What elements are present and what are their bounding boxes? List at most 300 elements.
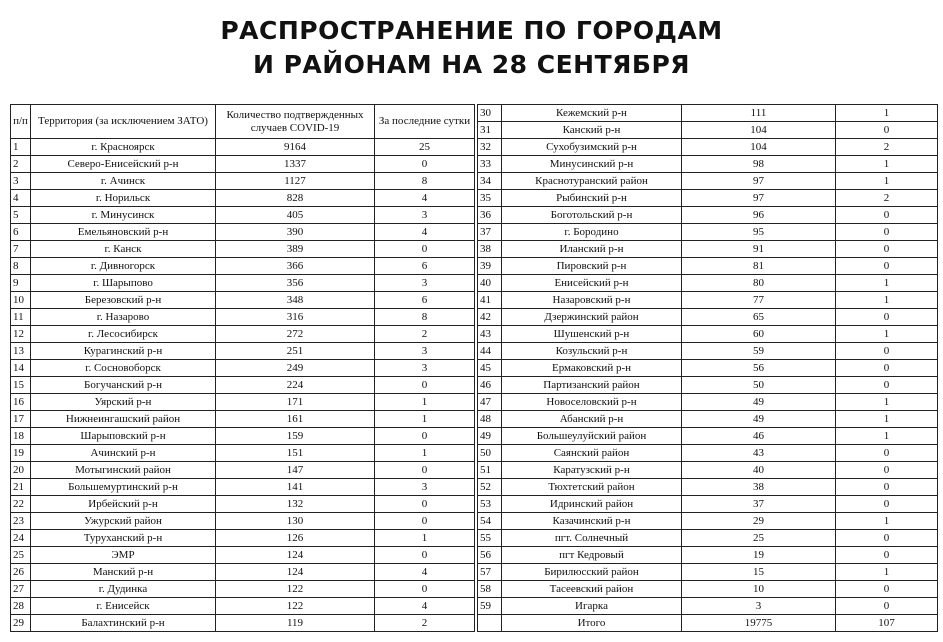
row-last-day: 0 bbox=[375, 241, 475, 258]
table-row bbox=[478, 530, 938, 547]
row-territory: Ужурский район bbox=[31, 513, 216, 530]
row-territory: Партизанский район bbox=[502, 377, 682, 394]
row-last-day: 1 bbox=[836, 513, 938, 530]
row-total-cases: 91 bbox=[682, 241, 836, 258]
row-total-cases: 95 bbox=[682, 224, 836, 241]
row-number: 10 bbox=[11, 292, 31, 309]
table-row bbox=[11, 615, 475, 632]
table-row bbox=[478, 360, 938, 377]
row-territory: Назаровский р-н bbox=[502, 292, 682, 309]
row-total-cases: 124 bbox=[216, 564, 375, 581]
row-total-cases: 77 bbox=[682, 292, 836, 309]
row-territory: г. Бородино bbox=[502, 224, 682, 241]
row-number: 46 bbox=[478, 377, 502, 394]
row-number: 14 bbox=[11, 360, 31, 377]
row-territory: г. Дудинка bbox=[31, 581, 216, 598]
row-total-cases: 59 bbox=[682, 343, 836, 360]
row-total-cases: 25 bbox=[682, 530, 836, 547]
row-last-day: 0 bbox=[836, 360, 938, 377]
table-row bbox=[478, 479, 938, 496]
row-last-day: 1 bbox=[836, 105, 938, 122]
row-last-day: 0 bbox=[836, 598, 938, 615]
row-number: 37 bbox=[478, 224, 502, 241]
table-header-row bbox=[11, 105, 475, 139]
row-total-cases: 50 bbox=[682, 377, 836, 394]
row-number: 1 bbox=[11, 139, 31, 156]
row-total-cases: 1337 bbox=[216, 156, 375, 173]
row-number: 50 bbox=[478, 445, 502, 462]
row-total-cases: 104 bbox=[682, 122, 836, 139]
table-row bbox=[11, 394, 475, 411]
row-total-cases: 1127 bbox=[216, 173, 375, 190]
row-total-cases: 348 bbox=[216, 292, 375, 309]
table-row bbox=[11, 360, 475, 377]
header-num: п/п bbox=[11, 105, 31, 139]
row-last-day: 4 bbox=[375, 224, 475, 241]
row-number: 9 bbox=[11, 275, 31, 292]
row-number: 4 bbox=[11, 190, 31, 207]
row-total-cases: 130 bbox=[216, 513, 375, 530]
row-total-cases: 9164 bbox=[216, 139, 375, 156]
row-last-day: 2 bbox=[375, 326, 475, 343]
row-last-day: 4 bbox=[375, 598, 475, 615]
row-number: 8 bbox=[11, 258, 31, 275]
row-territory: Дзержинский район bbox=[502, 309, 682, 326]
row-number: 29 bbox=[11, 615, 31, 632]
row-territory: Иланский р-н bbox=[502, 241, 682, 258]
row-territory: Уярский р-н bbox=[31, 394, 216, 411]
row-territory: г. Дивногорск bbox=[31, 258, 216, 275]
row-total-cases: 316 bbox=[216, 309, 375, 326]
row-number: 56 bbox=[478, 547, 502, 564]
row-last-day: 3 bbox=[375, 275, 475, 292]
row-last-day: 0 bbox=[375, 513, 475, 530]
row-number: 7 bbox=[11, 241, 31, 258]
row-last-day: 3 bbox=[375, 207, 475, 224]
row-number: 36 bbox=[478, 207, 502, 224]
table-row bbox=[478, 581, 938, 598]
row-territory: Казачинский р-н bbox=[502, 513, 682, 530]
table-row bbox=[11, 428, 475, 445]
row-number: 24 bbox=[11, 530, 31, 547]
row-number: 40 bbox=[478, 275, 502, 292]
row-number: 58 bbox=[478, 581, 502, 598]
row-territory: пгт. Солнечный bbox=[502, 530, 682, 547]
header-last-day: За последние сутки bbox=[375, 105, 475, 139]
row-last-day: 0 bbox=[836, 309, 938, 326]
row-number: 27 bbox=[11, 581, 31, 598]
row-territory: г. Канск bbox=[31, 241, 216, 258]
table-row bbox=[11, 258, 475, 275]
header-territory: Территория (за исключением ЗАТО) bbox=[31, 105, 216, 139]
row-total-cases: 19 bbox=[682, 547, 836, 564]
row-number: 22 bbox=[11, 496, 31, 513]
table-row bbox=[11, 598, 475, 615]
row-last-day: 0 bbox=[375, 581, 475, 598]
row-last-day: 2 bbox=[836, 139, 938, 156]
row-last-day: 1 bbox=[836, 326, 938, 343]
row-number: 21 bbox=[11, 479, 31, 496]
row-last-day: 0 bbox=[836, 224, 938, 241]
table-row bbox=[11, 547, 475, 564]
row-number: 51 bbox=[478, 462, 502, 479]
table-row bbox=[478, 122, 938, 139]
row-total-cases: 124 bbox=[216, 547, 375, 564]
row-last-day: 1 bbox=[836, 394, 938, 411]
row-number: 12 bbox=[11, 326, 31, 343]
row-total-cases: 104 bbox=[682, 139, 836, 156]
row-territory: Саянский район bbox=[502, 445, 682, 462]
row-territory: Канский р-н bbox=[502, 122, 682, 139]
row-territory: Нижнеингашский район bbox=[31, 411, 216, 428]
table-row bbox=[11, 224, 475, 241]
row-last-day: 2 bbox=[836, 190, 938, 207]
row-territory: Енисейский р-н bbox=[502, 275, 682, 292]
row-territory: Большемуртинский р-н bbox=[31, 479, 216, 496]
row-number: 33 bbox=[478, 156, 502, 173]
row-number: 52 bbox=[478, 479, 502, 496]
row-total-cases: 38 bbox=[682, 479, 836, 496]
table-row bbox=[478, 190, 938, 207]
row-number: 39 bbox=[478, 258, 502, 275]
row-total-cases: 147 bbox=[216, 462, 375, 479]
row-number: 42 bbox=[478, 309, 502, 326]
row-last-day: 8 bbox=[375, 173, 475, 190]
row-total-cases: 40 bbox=[682, 462, 836, 479]
table-row bbox=[11, 377, 475, 394]
table-row bbox=[478, 139, 938, 156]
row-total-cases: 10 bbox=[682, 581, 836, 598]
table-row bbox=[11, 581, 475, 598]
total-last-day: 107 bbox=[836, 615, 938, 632]
total-row bbox=[478, 615, 938, 632]
row-total-cases: 81 bbox=[682, 258, 836, 275]
row-total-cases: 43 bbox=[682, 445, 836, 462]
row-territory: г. Енисейск bbox=[31, 598, 216, 615]
table-row bbox=[478, 326, 938, 343]
row-number: 59 bbox=[478, 598, 502, 615]
row-territory: Курагинский р-н bbox=[31, 343, 216, 360]
row-total-cases: 37 bbox=[682, 496, 836, 513]
row-number: 17 bbox=[11, 411, 31, 428]
row-last-day: 1 bbox=[836, 564, 938, 581]
table-row bbox=[478, 343, 938, 360]
row-last-day: 0 bbox=[836, 547, 938, 564]
row-number: 20 bbox=[11, 462, 31, 479]
table-row bbox=[478, 224, 938, 241]
table-row bbox=[11, 275, 475, 292]
row-last-day: 0 bbox=[836, 496, 938, 513]
row-number: 34 bbox=[478, 173, 502, 190]
row-territory: г. Назарово bbox=[31, 309, 216, 326]
row-total-cases: 828 bbox=[216, 190, 375, 207]
row-total-cases: 389 bbox=[216, 241, 375, 258]
row-number: 3 bbox=[11, 173, 31, 190]
row-territory: Козульский р-н bbox=[502, 343, 682, 360]
row-last-day: 3 bbox=[375, 360, 475, 377]
row-total-cases: 390 bbox=[216, 224, 375, 241]
row-total-cases: 251 bbox=[216, 343, 375, 360]
row-number: 28 bbox=[11, 598, 31, 615]
row-number: 48 bbox=[478, 411, 502, 428]
row-territory: г. Ачинск bbox=[31, 173, 216, 190]
row-total-cases: 80 bbox=[682, 275, 836, 292]
row-number: 18 bbox=[11, 428, 31, 445]
row-last-day: 0 bbox=[836, 377, 938, 394]
row-number: 5 bbox=[11, 207, 31, 224]
row-number: 15 bbox=[11, 377, 31, 394]
table-row bbox=[478, 156, 938, 173]
row-territory: Манский р-н bbox=[31, 564, 216, 581]
table-row bbox=[478, 513, 938, 530]
row-territory: Тюхтетский район bbox=[502, 479, 682, 496]
row-territory: Балахтинский р-н bbox=[31, 615, 216, 632]
row-total-cases: 161 bbox=[216, 411, 375, 428]
table-row bbox=[478, 598, 938, 615]
row-last-day: 0 bbox=[375, 428, 475, 445]
table-row bbox=[478, 207, 938, 224]
row-total-cases: 97 bbox=[682, 173, 836, 190]
row-last-day: 25 bbox=[375, 139, 475, 156]
row-number: 32 bbox=[478, 139, 502, 156]
table-row bbox=[478, 547, 938, 564]
covid-table-left bbox=[10, 104, 475, 632]
row-total-cases: 65 bbox=[682, 309, 836, 326]
row-territory: Игарка bbox=[502, 598, 682, 615]
total-row-spacer bbox=[478, 615, 502, 632]
row-territory: Абанский р-н bbox=[502, 411, 682, 428]
row-territory: Рыбинский р-н bbox=[502, 190, 682, 207]
table-row bbox=[11, 513, 475, 530]
row-total-cases: 356 bbox=[216, 275, 375, 292]
row-territory: г. Норильск bbox=[31, 190, 216, 207]
row-territory: пгт Кедровый bbox=[502, 547, 682, 564]
row-territory: Мотыгинский район bbox=[31, 462, 216, 479]
row-territory: Минусинский р-н bbox=[502, 156, 682, 173]
row-total-cases: 56 bbox=[682, 360, 836, 377]
page-title-line-2: И РАЙОНАМ НА 28 СЕНТЯБРЯ bbox=[252, 50, 691, 79]
row-territory: Каратузский р-н bbox=[502, 462, 682, 479]
row-last-day: 0 bbox=[375, 462, 475, 479]
row-last-day: 0 bbox=[836, 343, 938, 360]
row-total-cases: 111 bbox=[682, 105, 836, 122]
table-row bbox=[11, 309, 475, 326]
row-total-cases: 29 bbox=[682, 513, 836, 530]
table-row bbox=[11, 173, 475, 190]
row-number: 41 bbox=[478, 292, 502, 309]
row-territory: Большеулуйский район bbox=[502, 428, 682, 445]
table-row bbox=[11, 207, 475, 224]
row-total-cases: 272 bbox=[216, 326, 375, 343]
row-total-cases: 49 bbox=[682, 411, 836, 428]
row-last-day: 2 bbox=[375, 615, 475, 632]
row-territory: г. Шарыпово bbox=[31, 275, 216, 292]
row-territory: г. Лесосибирск bbox=[31, 326, 216, 343]
row-last-day: 4 bbox=[375, 564, 475, 581]
row-number: 55 bbox=[478, 530, 502, 547]
table-row bbox=[478, 173, 938, 190]
row-total-cases: 46 bbox=[682, 428, 836, 445]
row-number: 2 bbox=[11, 156, 31, 173]
row-number: 54 bbox=[478, 513, 502, 530]
row-last-day: 0 bbox=[375, 377, 475, 394]
table-row bbox=[11, 156, 475, 173]
row-last-day: 1 bbox=[375, 445, 475, 462]
table-row bbox=[478, 411, 938, 428]
row-total-cases: 132 bbox=[216, 496, 375, 513]
row-territory: Шушенский р-н bbox=[502, 326, 682, 343]
row-total-cases: 97 bbox=[682, 190, 836, 207]
table-row bbox=[478, 309, 938, 326]
table-row bbox=[11, 292, 475, 309]
table-row bbox=[478, 105, 938, 122]
total-cases: 19775 bbox=[682, 615, 836, 632]
table-row bbox=[11, 190, 475, 207]
row-last-day: 0 bbox=[836, 241, 938, 258]
table-row bbox=[478, 462, 938, 479]
row-territory: г. Минусинск bbox=[31, 207, 216, 224]
row-last-day: 0 bbox=[836, 258, 938, 275]
table-row bbox=[11, 241, 475, 258]
row-territory: Пировский р-н bbox=[502, 258, 682, 275]
table-row bbox=[478, 564, 938, 581]
row-total-cases: 98 bbox=[682, 156, 836, 173]
table-row bbox=[11, 564, 475, 581]
row-territory: Краснотуранский район bbox=[502, 173, 682, 190]
row-territory: Тасеевский район bbox=[502, 581, 682, 598]
row-last-day: 1 bbox=[836, 411, 938, 428]
row-number: 23 bbox=[11, 513, 31, 530]
row-last-day: 0 bbox=[836, 479, 938, 496]
row-total-cases: 141 bbox=[216, 479, 375, 496]
row-last-day: 1 bbox=[836, 156, 938, 173]
row-last-day: 1 bbox=[836, 173, 938, 190]
row-total-cases: 171 bbox=[216, 394, 375, 411]
row-total-cases: 366 bbox=[216, 258, 375, 275]
row-last-day: 8 bbox=[375, 309, 475, 326]
row-territory: ЭМР bbox=[31, 547, 216, 564]
row-territory: Боготольский р-н bbox=[502, 207, 682, 224]
table-row bbox=[11, 479, 475, 496]
row-total-cases: 122 bbox=[216, 581, 375, 598]
row-territory: Емельяновский р-н bbox=[31, 224, 216, 241]
row-territory: Туруханский р-н bbox=[31, 530, 216, 547]
row-total-cases: 119 bbox=[216, 615, 375, 632]
row-last-day: 6 bbox=[375, 258, 475, 275]
row-number: 43 bbox=[478, 326, 502, 343]
row-last-day: 1 bbox=[836, 292, 938, 309]
row-territory: Сухобузимский р-н bbox=[502, 139, 682, 156]
row-last-day: 0 bbox=[836, 530, 938, 547]
row-total-cases: 159 bbox=[216, 428, 375, 445]
row-total-cases: 249 bbox=[216, 360, 375, 377]
page-title-line-1: РАСПРОСТРАНЕНИЕ ПО ГОРОДАМ bbox=[220, 16, 723, 45]
row-number: 16 bbox=[11, 394, 31, 411]
table-row bbox=[11, 139, 475, 156]
row-last-day: 1 bbox=[836, 428, 938, 445]
row-territory: Березовский р-н bbox=[31, 292, 216, 309]
row-number: 19 bbox=[11, 445, 31, 462]
row-total-cases: 405 bbox=[216, 207, 375, 224]
row-total-cases: 151 bbox=[216, 445, 375, 462]
table-row bbox=[11, 326, 475, 343]
table-row bbox=[478, 428, 938, 445]
row-territory: г. Красноярск bbox=[31, 139, 216, 156]
row-territory: Кежемский р-н bbox=[502, 105, 682, 122]
row-total-cases: 49 bbox=[682, 394, 836, 411]
row-territory: Новоселовский р-н bbox=[502, 394, 682, 411]
table-row bbox=[478, 445, 938, 462]
row-last-day: 3 bbox=[375, 479, 475, 496]
row-number: 26 bbox=[11, 564, 31, 581]
table-row bbox=[11, 411, 475, 428]
row-number: 45 bbox=[478, 360, 502, 377]
row-last-day: 0 bbox=[375, 156, 475, 173]
row-number: 11 bbox=[11, 309, 31, 326]
row-last-day: 0 bbox=[375, 547, 475, 564]
row-last-day: 3 bbox=[375, 343, 475, 360]
row-last-day: 1 bbox=[375, 394, 475, 411]
row-number: 30 bbox=[478, 105, 502, 122]
row-last-day: 6 bbox=[375, 292, 475, 309]
row-last-day: 0 bbox=[836, 581, 938, 598]
row-number: 49 bbox=[478, 428, 502, 445]
row-last-day: 1 bbox=[836, 275, 938, 292]
row-total-cases: 122 bbox=[216, 598, 375, 615]
row-number: 25 bbox=[11, 547, 31, 564]
table-row bbox=[11, 496, 475, 513]
row-total-cases: 60 bbox=[682, 326, 836, 343]
table-row bbox=[11, 530, 475, 547]
table-row bbox=[478, 377, 938, 394]
table-row bbox=[478, 275, 938, 292]
row-last-day: 0 bbox=[836, 122, 938, 139]
row-number: 38 bbox=[478, 241, 502, 258]
table-row bbox=[478, 394, 938, 411]
row-number: 57 bbox=[478, 564, 502, 581]
row-territory: Северо-Енисейский р-н bbox=[31, 156, 216, 173]
row-last-day: 1 bbox=[375, 411, 475, 428]
row-last-day: 1 bbox=[375, 530, 475, 547]
row-number: 6 bbox=[11, 224, 31, 241]
row-number: 47 bbox=[478, 394, 502, 411]
table-row bbox=[11, 462, 475, 479]
table-row bbox=[478, 258, 938, 275]
row-territory: Шарыповский р-н bbox=[31, 428, 216, 445]
row-territory: Идринский район bbox=[502, 496, 682, 513]
row-total-cases: 96 bbox=[682, 207, 836, 224]
row-total-cases: 15 bbox=[682, 564, 836, 581]
table-row bbox=[11, 445, 475, 462]
row-territory: г. Сосновоборск bbox=[31, 360, 216, 377]
row-territory: Ирбейский р-н bbox=[31, 496, 216, 513]
row-territory: Богучанский р-н bbox=[31, 377, 216, 394]
row-territory: Ермаковский р-н bbox=[502, 360, 682, 377]
header-cases: Количество подтвержденных случаев COVID-19 bbox=[216, 105, 375, 139]
row-last-day: 4 bbox=[375, 190, 475, 207]
row-number: 53 bbox=[478, 496, 502, 513]
row-total-cases: 126 bbox=[216, 530, 375, 547]
row-territory: Бирилюсский район bbox=[502, 564, 682, 581]
row-number: 13 bbox=[11, 343, 31, 360]
row-last-day: 0 bbox=[375, 496, 475, 513]
table-row bbox=[478, 241, 938, 258]
table-row bbox=[478, 292, 938, 309]
row-total-cases: 224 bbox=[216, 377, 375, 394]
row-total-cases: 3 bbox=[682, 598, 836, 615]
table-row bbox=[478, 496, 938, 513]
row-last-day: 0 bbox=[836, 462, 938, 479]
